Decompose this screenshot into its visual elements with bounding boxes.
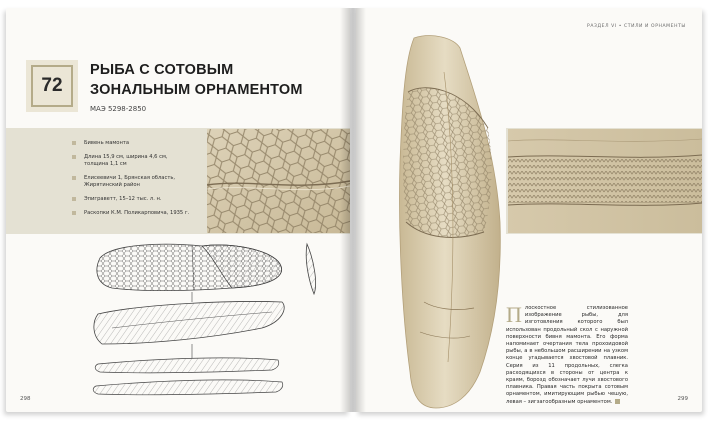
- end-mark-icon: [615, 399, 620, 404]
- spec-text: Елисеевичи 1, Брянская область, Жирятинский район: [84, 175, 176, 188]
- catalog-number: 72: [31, 65, 73, 107]
- spec-item: [72, 140, 206, 147]
- bullet-square-icon: [72, 155, 76, 159]
- bullet-square-icon: [72, 176, 76, 180]
- spec-text: Бивень мамонта: [84, 140, 130, 146]
- page-number-right: 299: [677, 396, 688, 402]
- museum-inventory-number: МАЭ 5298-2850: [90, 105, 147, 113]
- page-title: [90, 60, 303, 100]
- artifact-photo-fish: [384, 32, 524, 410]
- spec-text: Эпиграветт, 15–12 тыс. л. н.: [84, 196, 162, 202]
- bullet-square-icon: [72, 211, 76, 215]
- technical-drawings: [82, 236, 344, 406]
- catalog-number-badge: [26, 60, 78, 112]
- detail-photo-honeycomb: [207, 129, 350, 233]
- spec-text: Длина 15,9 см, ширина 4,6 см, толщина 1,1 см: [84, 154, 168, 167]
- left-page: [6, 8, 350, 412]
- specs-list: [72, 140, 206, 224]
- description-paragraph: [506, 302, 628, 406]
- drop-cap: П: [506, 302, 522, 327]
- bullet-square-icon: [72, 197, 76, 201]
- title-line-1: РЫБА С СОТОВЫМ: [90, 62, 234, 78]
- spec-text: Раскопки К.М. Поликарповича, 1935 г.: [84, 210, 190, 216]
- page-number-left: 298: [20, 396, 31, 402]
- right-page: [356, 8, 702, 412]
- bullet-square-icon: [72, 141, 76, 145]
- spec-item: [72, 154, 206, 168]
- running-head: РАЗДЕЛ VI • СТИЛИ И ОРНАМЕНТЫ: [587, 24, 686, 29]
- description-text: лоскостное стилизованное изображение рыбы, для изготовления которого был использован продольный скол с наружной поверхности бивня мамонта. Его форма напоминает очертания тела прохоидовой рыбы, а в небольшом расширении на узком конце угадывается хвостовой плавник. Серия из 11 продольных, слегка расходящихся в стороны от центра к краям, борозд обозначает лучи хвостового плавника. Правая часть покрыта сотовым орнаментом, имитирующим рыбью чешую, левая – зигзагообразным орнаментом.: [506, 305, 628, 405]
- title-line-2: ЗОНАЛЬНЫМ ОРНАМЕНТОМ: [90, 82, 303, 98]
- detail-photo-zigzag: [508, 129, 702, 233]
- spec-item: [72, 175, 206, 189]
- spec-item: [72, 196, 206, 203]
- spec-item: [72, 210, 206, 217]
